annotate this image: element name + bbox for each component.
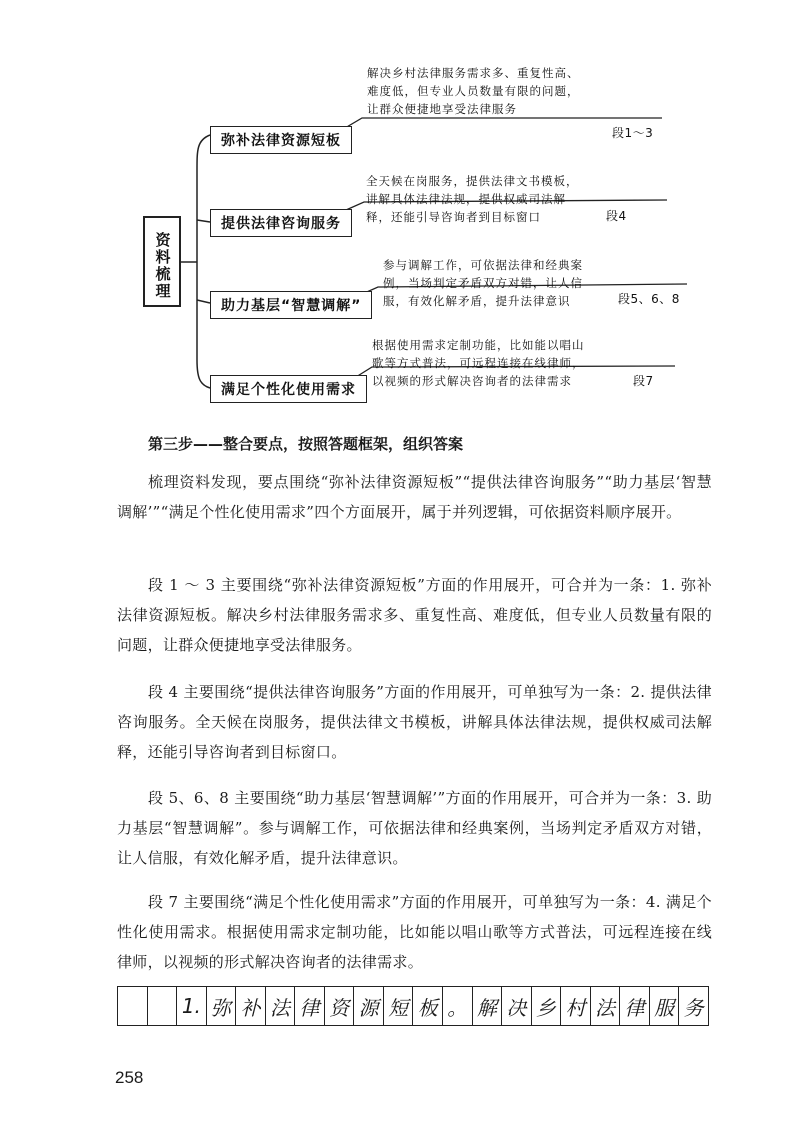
mindmap-root: 资料梳理: [143, 216, 181, 307]
grid-cell: 服: [650, 987, 680, 1025]
grid-cell: 。: [443, 987, 473, 1025]
grid-cell: 法: [591, 987, 621, 1025]
mindmap-branch-3: 助力基层“智慧调解”: [210, 291, 372, 319]
grid-cell: 律: [295, 987, 325, 1025]
grid-cell: 补: [236, 987, 266, 1025]
step-heading: 第三步——整合要点，按照答题框架，组织答案: [148, 435, 464, 453]
mindmap-tag-1: 段1～3: [612, 126, 654, 140]
grid-cell: 源: [354, 987, 384, 1025]
grid-cell: 短: [384, 987, 414, 1025]
mindmap-note-3: 参与调解工作，可依据法律和经典案 例，当场判定矛盾双方对错，让人信 服，有效化解矛盾，提升法律意识: [383, 258, 583, 308]
paragraph-5: 段 7 主要围绕“满足个性化使用需求”方面的作用展开，可单独写为一条：4. 满足个性化使用需求。根据使用需求定制功能，比如能以唱山歌等方式普法，可远程连接在线律师，以视频的形式解决咨询者的法律需求。: [117, 893, 712, 971]
grid-cell: 务: [683, 995, 704, 1020]
mindmap-tag-3: 段5、6、8: [618, 292, 680, 306]
grid-cell: 板: [413, 987, 443, 1025]
paragraph-4: 段 5、6、8 主要围绕“助力基层‘智慧调解’”方面的作用展开，可合并为一条：3. 助力基层“智慧调解”。参与调解工作，可依据法律和经典案例，当场判定矛盾双方对错，让人信服，有效化解矛盾，提升法律意识。: [117, 789, 712, 867]
grid-cell: 解: [473, 987, 503, 1025]
grid-cell: 法: [266, 987, 296, 1025]
mindmap-branch-1: 弥补法律资源短板: [210, 126, 352, 154]
mindmap-note-4: 根据使用需求定制功能，比如能以唱山 歌等方式普法，可远程连接在线律师， 以视频的形式解决咨询者的法律需求: [372, 338, 585, 388]
mindmap-tag-2: 段4: [606, 209, 627, 223]
mindmap-branch-2: 提供法律咨询服务: [210, 209, 352, 237]
grid-cell: 村: [561, 987, 591, 1025]
grid-cell: 乡: [532, 987, 562, 1025]
paragraph-3: 段 4 主要围绕“提供法律咨询服务”方面的作用展开，可单独写为一条：2. 提供法律咨询服务。全天候在岗服务，提供法律文书模板，讲解具体法律法规，提供权威司法解释，还能引导咨询者到目标窗口。: [117, 683, 712, 761]
grid-cell: 律: [620, 987, 650, 1025]
grid-cell: [148, 987, 178, 1025]
grid-cell: 弥: [207, 987, 237, 1025]
mindmap-note-1: 解决乡村法律服务需求多、重复性高、 难度低，但专业人员数量有限的问题， 让群众便捷地享受法律服务: [367, 66, 580, 116]
grid-cell: 1.: [177, 987, 207, 1025]
paragraph-1: 梳理资料发现，要点围绕“弥补法律资源短板”“提供法律咨询服务”“助力基层‘智慧调解’”“满足个性化使用需求”四个方面展开，属于并列逻辑，可依据资料顺序展开。: [117, 473, 712, 521]
grid-cell: 决: [502, 987, 532, 1025]
paragraph-2: 段 1 ～ 3 主要围绕“弥补法律资源短板”方面的作用展开，可合并为一条：1. 弥补法律资源短板。解决乡村法律服务需求多、重复性高、难度低，但专业人员数量有限的问题，让群众便捷地享受法律服务。: [117, 576, 712, 654]
mindmap-branch-4: 满足个性化使用需求: [210, 375, 367, 403]
grid-cell: 资: [325, 987, 355, 1025]
page-number: 258: [115, 1068, 144, 1087]
grid-cell: [118, 987, 148, 1025]
answer-grid: [117, 986, 709, 1026]
mindmap-tag-4: 段7: [633, 374, 654, 388]
mindmap-note-2: 全天候在岗服务，提供法律文书模板， 讲解具体法律法规，提供权威司法解 释，还能引导咨询者到目标窗口: [366, 174, 579, 224]
